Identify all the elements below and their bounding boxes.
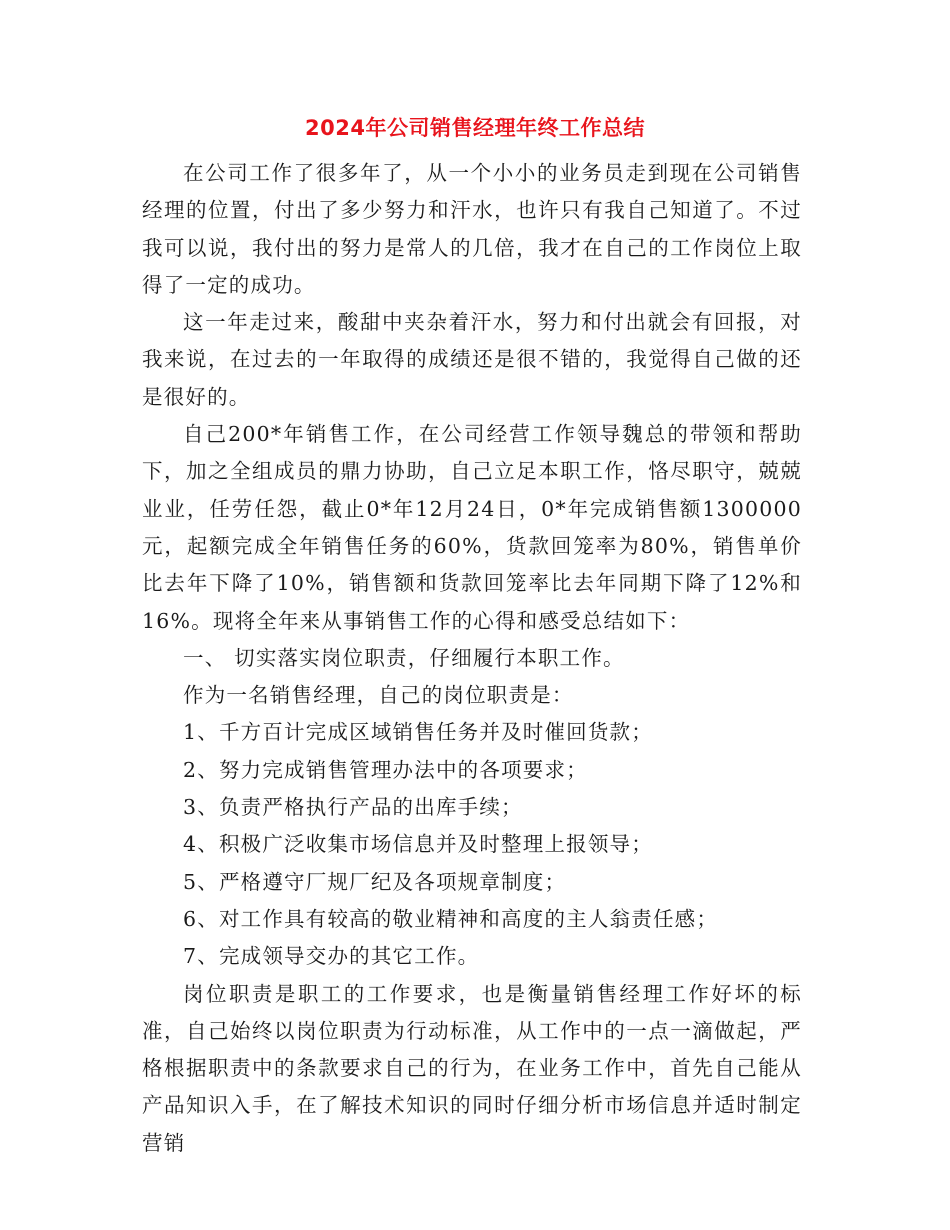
paragraph-sales-results: 自己200*年销售工作，在公司经营工作领导魏总的带领和帮助下，加之全组成员的鼎力协助，自己立足本职工作，恪尽职守，兢兢业业，任劳任怨，截止0*年12月24日，0*年完成销售额1300000元，起额完成全年销售任务的60%，货款回笼率为80%，销售单价比去年下降了10%，销售额和货款回笼率比去年同期下降了12%和16%。现将全年来从事销售工作的心得和感受总结如下： [142,422,802,633]
document-body [142,155,802,1162]
duty-item-7: 7、完成领导交办的其它工作。 [183,944,480,969]
paragraph-review: 这一年走过来，酸甜中夹杂着汗水，努力和付出就会有回报，对我来说，在过去的一年取得的成绩还是很不错的，我觉得自己做的还是很好的。 [142,310,802,409]
duty-item-3: 3、负责严格执行产品的出库手续； [183,795,523,820]
duty-item-5: 5、严格遵守厂规厂纪及各项规章制度； [183,869,567,894]
duty-item-2: 2、努力完成销售管理办法中的各项要求； [183,757,588,782]
paragraph-duties-intro: 作为一名销售经理，自己的岗位职责是： [183,683,574,708]
duty-item-6: 6、对工作具有较高的敬业精神和高度的主人翁责任感； [183,906,719,931]
duty-item-4: 4、积极广泛收集市场信息并及时整理上报领导； [183,832,653,857]
paragraph-duties-standard: 岗位职责是职工的工作要求，也是衡量销售经理工作好坏的标准，自己始终以岗位职责为行动标准，从工作中的一点一滴做起，严格根据职责中的条款要求自己的行为，在业务工作中，首先自己能从产品知识入手，在了解技术知识的同时仔细分析市场信息并适时制定营销 [142,981,802,1155]
section-heading-1: 一、 切实落实岗位职责，仔细履行本职工作。 [183,645,625,670]
paragraph-intro: 在公司工作了很多年了，从一个小小的业务员走到现在公司销售经理的位置，付出了多少努力和汗水，也许只有我自己知道了。不过我可以说，我付出的努力是常人的几倍，我才在自己的工作岗位上取得了一定的成功。 [142,161,802,297]
document-title: 2024年公司销售经理年终工作总结 [305,116,645,140]
duty-item-1: 1、千方百计完成区域销售任务并及时催回货款； [183,720,653,745]
